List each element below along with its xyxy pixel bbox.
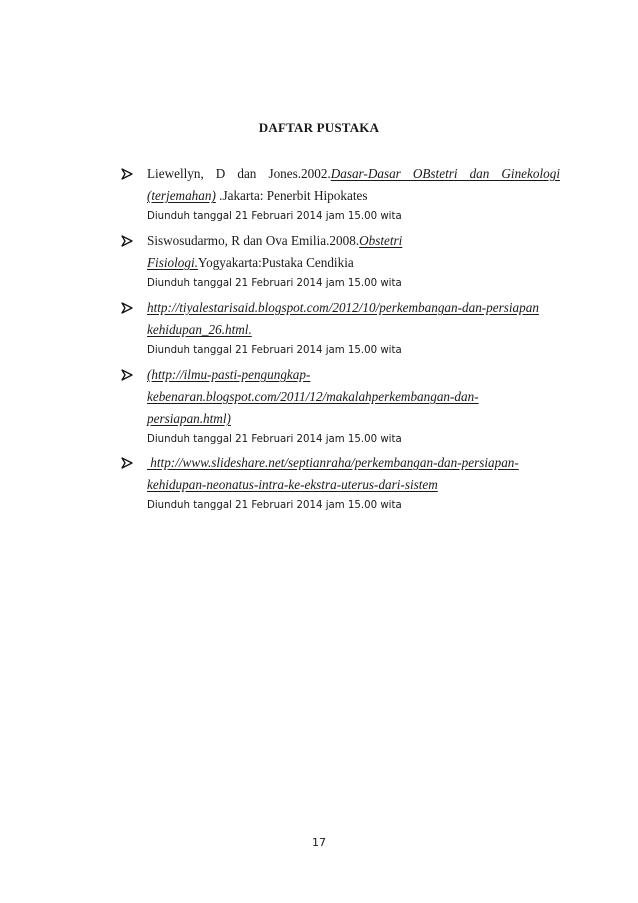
download-note: Diunduh tanggal 21 Februari 2014 jam 15.00 wita — [147, 500, 402, 511]
reference-author: Liewellyn, D dan Jones.2002. — [147, 166, 331, 181]
page-title: DAFTAR PUSTAKA — [258, 120, 380, 135]
download-note: Diunduh tanggal 21 Februari 2014 jam 15.00 wita — [147, 278, 402, 289]
arrowhead-bullet-icon — [120, 167, 134, 181]
reference-title-continued: Fisiologi. — [147, 255, 198, 270]
arrowhead-bullet-icon — [120, 301, 134, 315]
download-note: Diunduh tanggal 21 Februari 2014 jam 15.00 wita — [147, 345, 402, 356]
reference-publisher: .Jakarta: Penerbit Hipokates — [215, 188, 368, 203]
reference-link[interactable]: http://www.slideshare.net/septianraha/perkembangan-dan-persiapan- — [147, 455, 519, 470]
reference-line — [147, 188, 367, 204]
arrowhead-bullet-icon — [120, 368, 134, 382]
reference-title: Dasar-Dasar OBstetri dan Ginekologi — [330, 166, 560, 181]
reference-author: Siswosudarmo, R dan Ova Emilia.2008. — [147, 233, 360, 248]
reference-link-continued[interactable]: kebenaran.blogspot.com/2011/12/makalahperkembangan-dan- — [147, 389, 479, 404]
reference-link-continued[interactable]: persiapan.html) — [147, 411, 231, 426]
reference-title: Obstetri — [359, 233, 403, 248]
reference-link-continued[interactable]: kehidupan-neonatus-intra-ke-ekstra-uterus-dari-sistem — [147, 477, 438, 492]
arrowhead-bullet-icon — [120, 456, 134, 470]
reference-line — [147, 166, 560, 182]
download-note: Diunduh tanggal 21 Februari 2014 jam 15.00 wita — [147, 434, 402, 445]
download-note: Diunduh tanggal 21 Februari 2014 jam 15.00 wita — [147, 211, 402, 222]
arrowhead-bullet-icon — [120, 234, 134, 248]
reference-publisher: Yogyakarta:Pustaka Cendikia — [197, 255, 354, 270]
reference-link[interactable]: (http://ilmu-pasti-pengungkap- — [147, 367, 311, 382]
reference-line — [147, 233, 402, 249]
reference-link[interactable]: http://tiyalestarisaid.blogspot.com/2012/10/perkembangan-dan-persiapan — [147, 300, 539, 315]
reference-link-continued[interactable]: kehidupan_26.html. — [147, 322, 252, 337]
reference-title-continued: (terjemahan) — [147, 188, 216, 203]
page-number: 17 — [312, 836, 326, 849]
reference-line — [147, 255, 354, 271]
